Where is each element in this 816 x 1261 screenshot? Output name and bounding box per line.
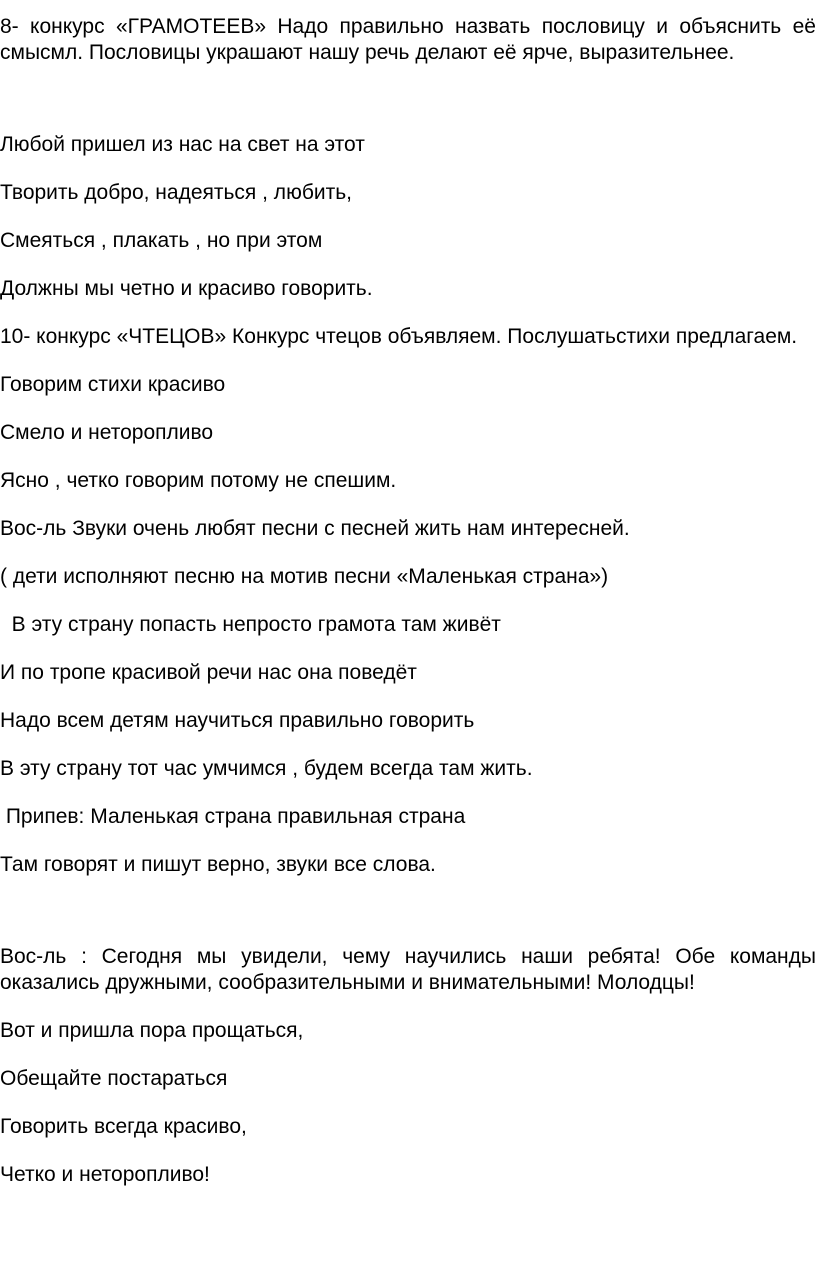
intro-paragraph: 8- конкурс «ГРАМОТЕЕВ» Надо правильно назвать пословицу и объяснить её смысмл. Пословицы украшают нашу речь делают её ярче, выразительнее. xyxy=(0,15,816,64)
poem2-line: Говорим стихи красиво xyxy=(0,373,226,396)
poem1-line: Смеяться , плакать , но при этом xyxy=(0,229,323,252)
poem1-line: Творить добро, надеяться , любить, xyxy=(0,181,352,204)
poem2-line: Смело и неторопливо xyxy=(0,421,214,444)
poem1-line: Должны мы четно и красиво говорить. xyxy=(0,277,373,300)
farewell-line: Говорить всегда красиво, xyxy=(0,1115,247,1138)
song-chorus-line: Припев: Маленькая страна правильная страна xyxy=(0,805,466,828)
poem2-line: Ясно , четко говорим потому не спешим. xyxy=(0,469,397,492)
farewell-line: Обещайте постараться xyxy=(0,1067,228,1090)
song-line: В эту страну попасть непросто грамота там живёт xyxy=(0,613,501,636)
song-note: ( дети исполняют песню на мотив песни «Маленькая страна») xyxy=(0,565,609,588)
closing-paragraph: Вос-ль : Сегодня мы увидели, чему научились наши ребята! Обе команды оказались дружными, сообразительными и внимательными! Молодцы! xyxy=(0,945,816,994)
farewell-line: Вот и пришла пора прощаться, xyxy=(0,1019,304,1042)
teacher-line: Вос-ль Звуки очень любят песни с песней жить нам интересней. xyxy=(0,517,630,540)
song-line: В эту страну тот час умчимся , будем всегда там жить. xyxy=(0,757,533,780)
song-line: И по тропе красивой речи нас она поведёт xyxy=(0,661,417,684)
poem1-line: Любой пришел из нас на свет на этот xyxy=(0,133,365,156)
farewell-line: Четко и неторопливо! xyxy=(0,1163,210,1186)
song-line: Там говорят и пишут верно, звуки все слова. xyxy=(0,853,436,876)
song-line: Надо всем детям научиться правильно говорить xyxy=(0,709,475,732)
contest10-paragraph: 10- конкурс «ЧТЕЦОВ» Конкурс чтецов объявляем. Послушатьстихи предлагаем. xyxy=(0,325,798,348)
